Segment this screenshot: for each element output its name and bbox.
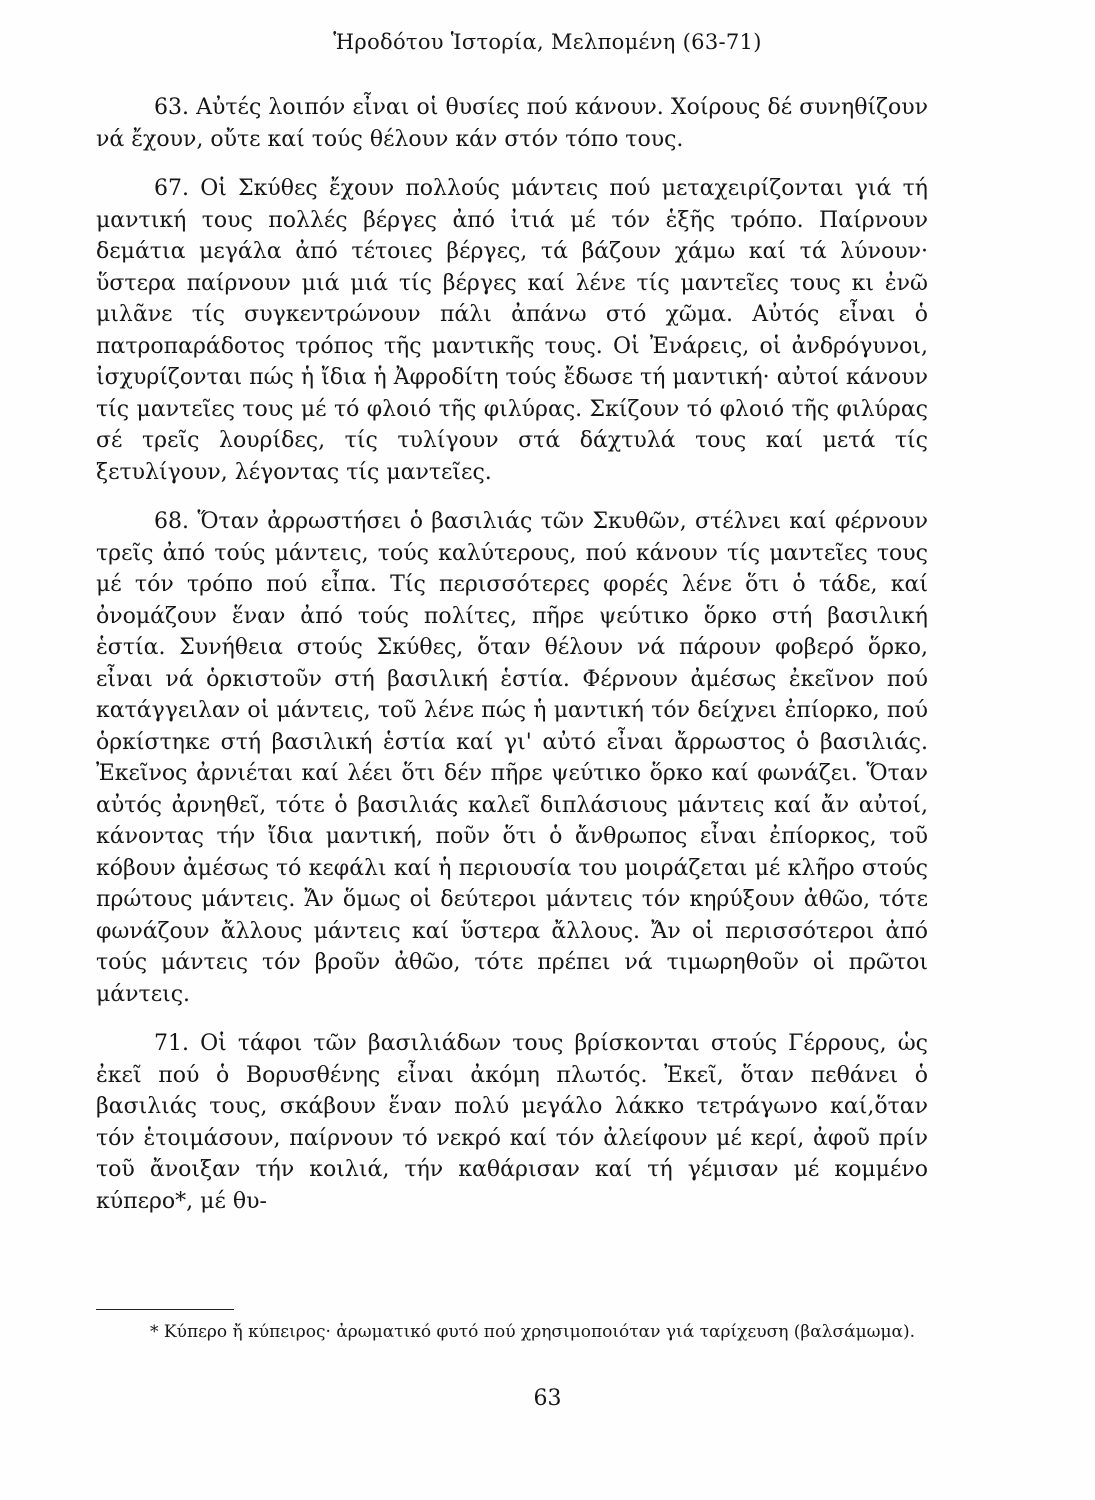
paragraph-68: 68. Ὅταν ἀρρωστήσει ὁ βασιλιάς τῶν Σκυθῶν, στέλνει καί φέρνουν τρεῖς ἀπό τούς μάντεις, τούς καλύτερους, πού κάνουν τίς μαντεῖες τους μέ τόν τρόπο πού εἶπα. Τίς περισσότερες φορές λένε ὅτι ὁ τάδε, καί ὀνομάζουν ἕναν ἀπό τούς πολίτες, πῆρε ψεύτικο ὅρκο στή βασιλική ἑστία. Συνήθεια στούς Σκύθες, ὅταν θέλουν νά πάρουν φοβερό ὅρκο, εἶναι νά ὁρκιστοῦν στή βασιλική ἑστία. Φέρνουν ἀμέσως ἐκεῖνον πού κατάγγειλαν οἱ μάντεις, τοῦ λένε πώς ἡ μαντική τόν δείχνει ἐπίορκο, πού ὁρκίστηκε στή βασιλική ἑστία καί γι' αὐτό εἶναι ἄρρωστος ὁ βασιλιάς. Ἐκεῖνος ἀρνιέται καί λέει ὅτι δέν πῆρε ψεύτικο ὅρκο καί φωνάζει. Ὅταν αὐτός ἀρνηθεῖ, τότε ὁ βασιλιάς καλεῖ διπλάσιους μάντεις καί ἄν αὐτοί, κάνοντας τήν ἴδια μαντική, ποῦν ὅτι ὁ ἄνθρωπος εἶναι ἐπίορκος, τοῦ κόβουν ἀμέσως τό κεφάλι καί ἡ περιουσία του μοιράζεται μέ κλῆρο στούς πρώτους μάντεις. Ἄν ὅμως οἱ δεύτεροι μάντεις τόν κηρύξουν ἀθῶο, τότε φωνάζουν ἄλλους μάντεις καί ὕστερα ἄλλους. Ἄν οἱ περισσότεροι ἀπό τούς μάντεις τόν βροῦν ἀθῶο, τότε πρέπει νά τιμωρηθοῦν οἱ πρῶτοι μάντεις. (96, 509, 928, 1007)
paragraph-67: 67. Οἱ Σκύθες ἔχουν πολλούς μάντεις πού μεταχειρίζονται γιά τή μαντική τους πολλές βέργες ἀπό ἰτιά μέ τόν ἑξῆς τρόπο. Παίρνουν δεμάτια μεγάλα ἀπό τέτοιες βέργες, τά βάζουν χάμω καί τά λύνουν· ὕστερα παίρνουν μιά μιά τίς βέργες καί λένε τίς μαντεῖες τους κι ἐνῶ μιλᾶνε τίς συγκεντρώνουν πάλι ἀπάνω στό χῶμα. Αὐτός εἶναι ὁ πατροπαράδοτος τρόπος τῆς μαντικῆς τους. Οἱ Ἐνάρεις, οἱ ἀνδρόγυνοι, ἰσχυρίζονται πώς ἡ ἴδια ἡ Ἀφροδίτη τούς ἔδωσε τή μαντική· αὐτοί κάνουν τίς μαντεῖες τους μέ τό φλοιό τῆς φιλύρας. Σκίζουν τό φλοιό τῆς φιλύρας σέ τρεῖς λουρίδες, τίς τυλίγουν στά δάχτυλά τους καί μετά τίς ξετυλίγουν, λέγοντας τίς μαντεῖες. (96, 176, 928, 485)
footnote: * Κύπερο ἤ κύπειρος· ἀρωματικό φυτό πού χρησιμοποιόταν γιά ταρίχευση (βαλσάμωμα). (150, 1322, 916, 1342)
running-head-title: Ἡροδότου Ἱστορία, Μελπομένη (63-71) (333, 30, 762, 54)
paragraph-71: 71. Οἱ τάφοι τῶν βασιλιάδων τους βρίσκονται στούς Γέρρους, ὡς ἐκεῖ πού ὁ Βορυσθένης εἶναι ἀκόμη πλωτός. Ἐκεῖ, ὅταν πεθάνει ὁ βασιλιάς τους, σκάβουν ἕναν πολύ μεγάλο λάκκο τετράγωνο καί,ὅταν τόν ἑτοιμάσουν, παίρνουν τό νεκρό καί τόν ἀλείφουν μέ κερί, ἀφοῦ πρίν τοῦ ἄνοιξαν τήν κοιλιά, τήν καθάρισαν καί τή γέμισαν μέ κομμένο κύπερο*, μέ θυ- (96, 1031, 928, 1214)
main-text (96, 92, 928, 1217)
footnote-divider (96, 1309, 234, 1310)
page-number: 63 (533, 1386, 562, 1411)
paragraph-63: 63. Αὐτές λοιπόν εἶναι οἱ θυσίες πού κάνουν. Χοίρους δέ συνηθίζουν νά ἔχουν, οὔτε καί τούς θέλουν κάν στόν τόπο τους. (96, 95, 928, 152)
